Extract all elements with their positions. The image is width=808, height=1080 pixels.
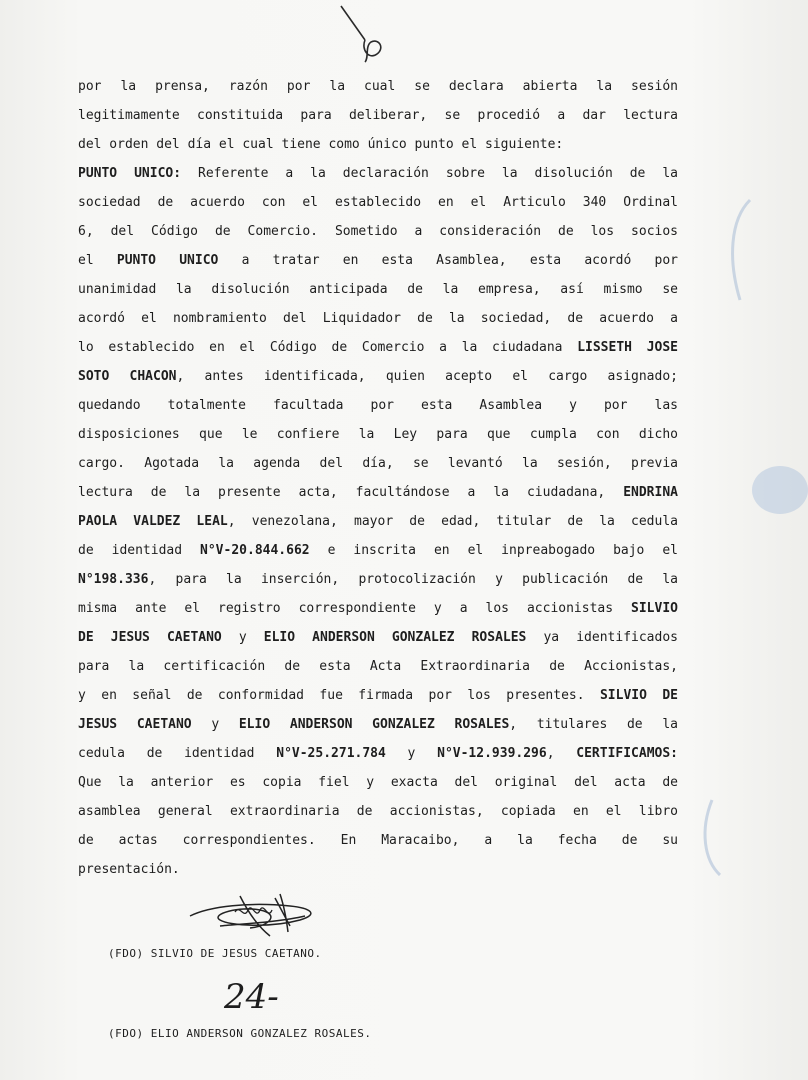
bold-text: N°V-20.844.662 — [200, 543, 310, 558]
text-run: legitimamente constituida para deliberar, se procedió a dar lectura — [78, 108, 678, 123]
bold-text: PUNTO UNICO: — [78, 166, 182, 181]
text-run: y — [385, 746, 438, 761]
text-line — [78, 681, 678, 710]
text-run: presentación. — [78, 862, 180, 877]
text-run: para la certificación de esta Acta Extraordinaria de Accionistas, — [78, 659, 678, 674]
text-line — [78, 72, 678, 101]
text-run: , titulares de la — [509, 717, 678, 732]
bold-text: ELIO ANDERSON GONZALEZ ROSALES — [263, 630, 527, 645]
text-run: , — [546, 746, 577, 761]
text-run: , venezolana, mayor de edad, titular de la cedula — [227, 514, 678, 529]
signature-label-silvio: (FDO) SILVIO DE JESUS CAETANO. — [108, 947, 322, 960]
svg-text:24-: 24- — [224, 977, 279, 1017]
bold-text: DE JESUS CAETANO — [78, 630, 222, 645]
right-stamp-smudge — [700, 160, 808, 880]
text-line — [78, 710, 678, 739]
text-run: asamblea general extraordinaria de accionistas, copiada en el libro — [78, 804, 678, 819]
text-line — [78, 855, 678, 884]
text-line — [78, 304, 678, 333]
text-run: de actas correspondientes. En Maracaibo, a la fecha de su — [78, 833, 678, 848]
bold-text: ENDRINA — [623, 485, 678, 500]
text-line — [78, 391, 678, 420]
text-run: quedando totalmente facultada por esta Asamblea y por las — [78, 398, 678, 413]
text-run: unanimidad la disolución anticipada de la empresa, así mismo se — [78, 282, 678, 297]
bold-text: N°V-12.939.296 — [437, 746, 547, 761]
signature-silvio-image — [180, 876, 330, 948]
bold-text: CERTIFICAMOS: — [576, 746, 678, 761]
text-line — [78, 362, 678, 391]
bold-text: N°V-25.271.784 — [276, 746, 386, 761]
text-run: , para la inserción, protocolización y publicación de la — [148, 572, 678, 587]
text-run: sociedad de acuerdo con el establecido en el Articulo 340 Ordinal — [78, 195, 678, 210]
document-body — [78, 72, 678, 884]
text-line — [78, 275, 678, 304]
text-line — [78, 826, 678, 855]
text-run: misma ante el registro correspondiente y a los accionistas — [78, 601, 632, 616]
text-run: el — [78, 253, 117, 268]
text-run: a tratar en esta Asamblea, esta acordó por — [218, 253, 678, 268]
handwritten-note-24 — [222, 968, 292, 1018]
text-line — [78, 159, 678, 188]
text-run: Que la anterior es copia fiel y exacta del original del acta de — [78, 775, 678, 790]
text-run: ya identificados — [526, 630, 678, 645]
text-line — [78, 536, 678, 565]
text-run: , antes identificada, quien acepto el cargo asignado; — [176, 369, 678, 384]
text-line — [78, 507, 678, 536]
top-pen-mark — [335, 2, 395, 66]
text-line — [78, 797, 678, 826]
text-run: disposiciones que le confiere la Ley para que cumpla con dicho — [78, 427, 678, 442]
text-line — [78, 478, 678, 507]
text-line — [78, 188, 678, 217]
text-run: por la prensa, razón por la cual se declara abierta la sesión — [78, 79, 678, 94]
text-run: Referente a la declaración sobre la disolución de la — [181, 166, 678, 181]
text-line — [78, 449, 678, 478]
text-line — [78, 623, 678, 652]
text-line — [78, 246, 678, 275]
text-line — [78, 420, 678, 449]
text-line — [78, 739, 678, 768]
bold-text: ELIO ANDERSON GONZALEZ ROSALES — [238, 717, 510, 732]
text-line — [78, 594, 678, 623]
signature-label-elio: (FDO) ELIO ANDERSON GONZALEZ ROSALES. — [108, 1027, 372, 1040]
text-run: 6, del Código de Comercio. Sometido a consideración de los socios — [78, 224, 678, 239]
text-run: cedula de identidad — [78, 746, 277, 761]
text-line — [78, 565, 678, 594]
bold-text: LISSETH JOSE — [577, 340, 678, 355]
bold-text: SILVIO DE — [599, 688, 678, 703]
text-line — [78, 130, 678, 159]
text-run: y — [191, 717, 239, 732]
text-line — [78, 652, 678, 681]
text-run: lo establecido en el Código de Comercio a la ciudadana — [78, 340, 578, 355]
text-line — [78, 768, 678, 797]
bold-text: PAOLA VALDEZ LEAL — [78, 514, 228, 529]
text-run: de identidad — [78, 543, 201, 558]
bold-text: PUNTO UNICO — [116, 253, 219, 268]
text-run: del orden del día el cual tiene como único punto el siguiente: — [78, 137, 564, 152]
bold-text: SILVIO — [631, 601, 678, 616]
text-line — [78, 333, 678, 362]
bold-text: JESUS CAETANO — [78, 717, 192, 732]
text-run: lectura de la presente acta, facultándose a la ciudadana, — [78, 485, 624, 500]
bold-text: SOTO CHACON — [78, 369, 177, 384]
text-run: y — [221, 630, 264, 645]
text-line — [78, 217, 678, 246]
text-line — [78, 101, 678, 130]
text-run: y en señal de conformidad fue firmada por los presentes. — [78, 688, 600, 703]
text-run: cargo. Agotada la agenda del día, se levantó la sesión, previa — [78, 456, 678, 471]
text-run: acordó el nombramiento del Liquidador de la sociedad, de acuerdo a — [78, 311, 678, 326]
text-run: e inscrita en el inpreabogado bajo el — [309, 543, 678, 558]
bold-text: N°198.336 — [78, 572, 149, 587]
